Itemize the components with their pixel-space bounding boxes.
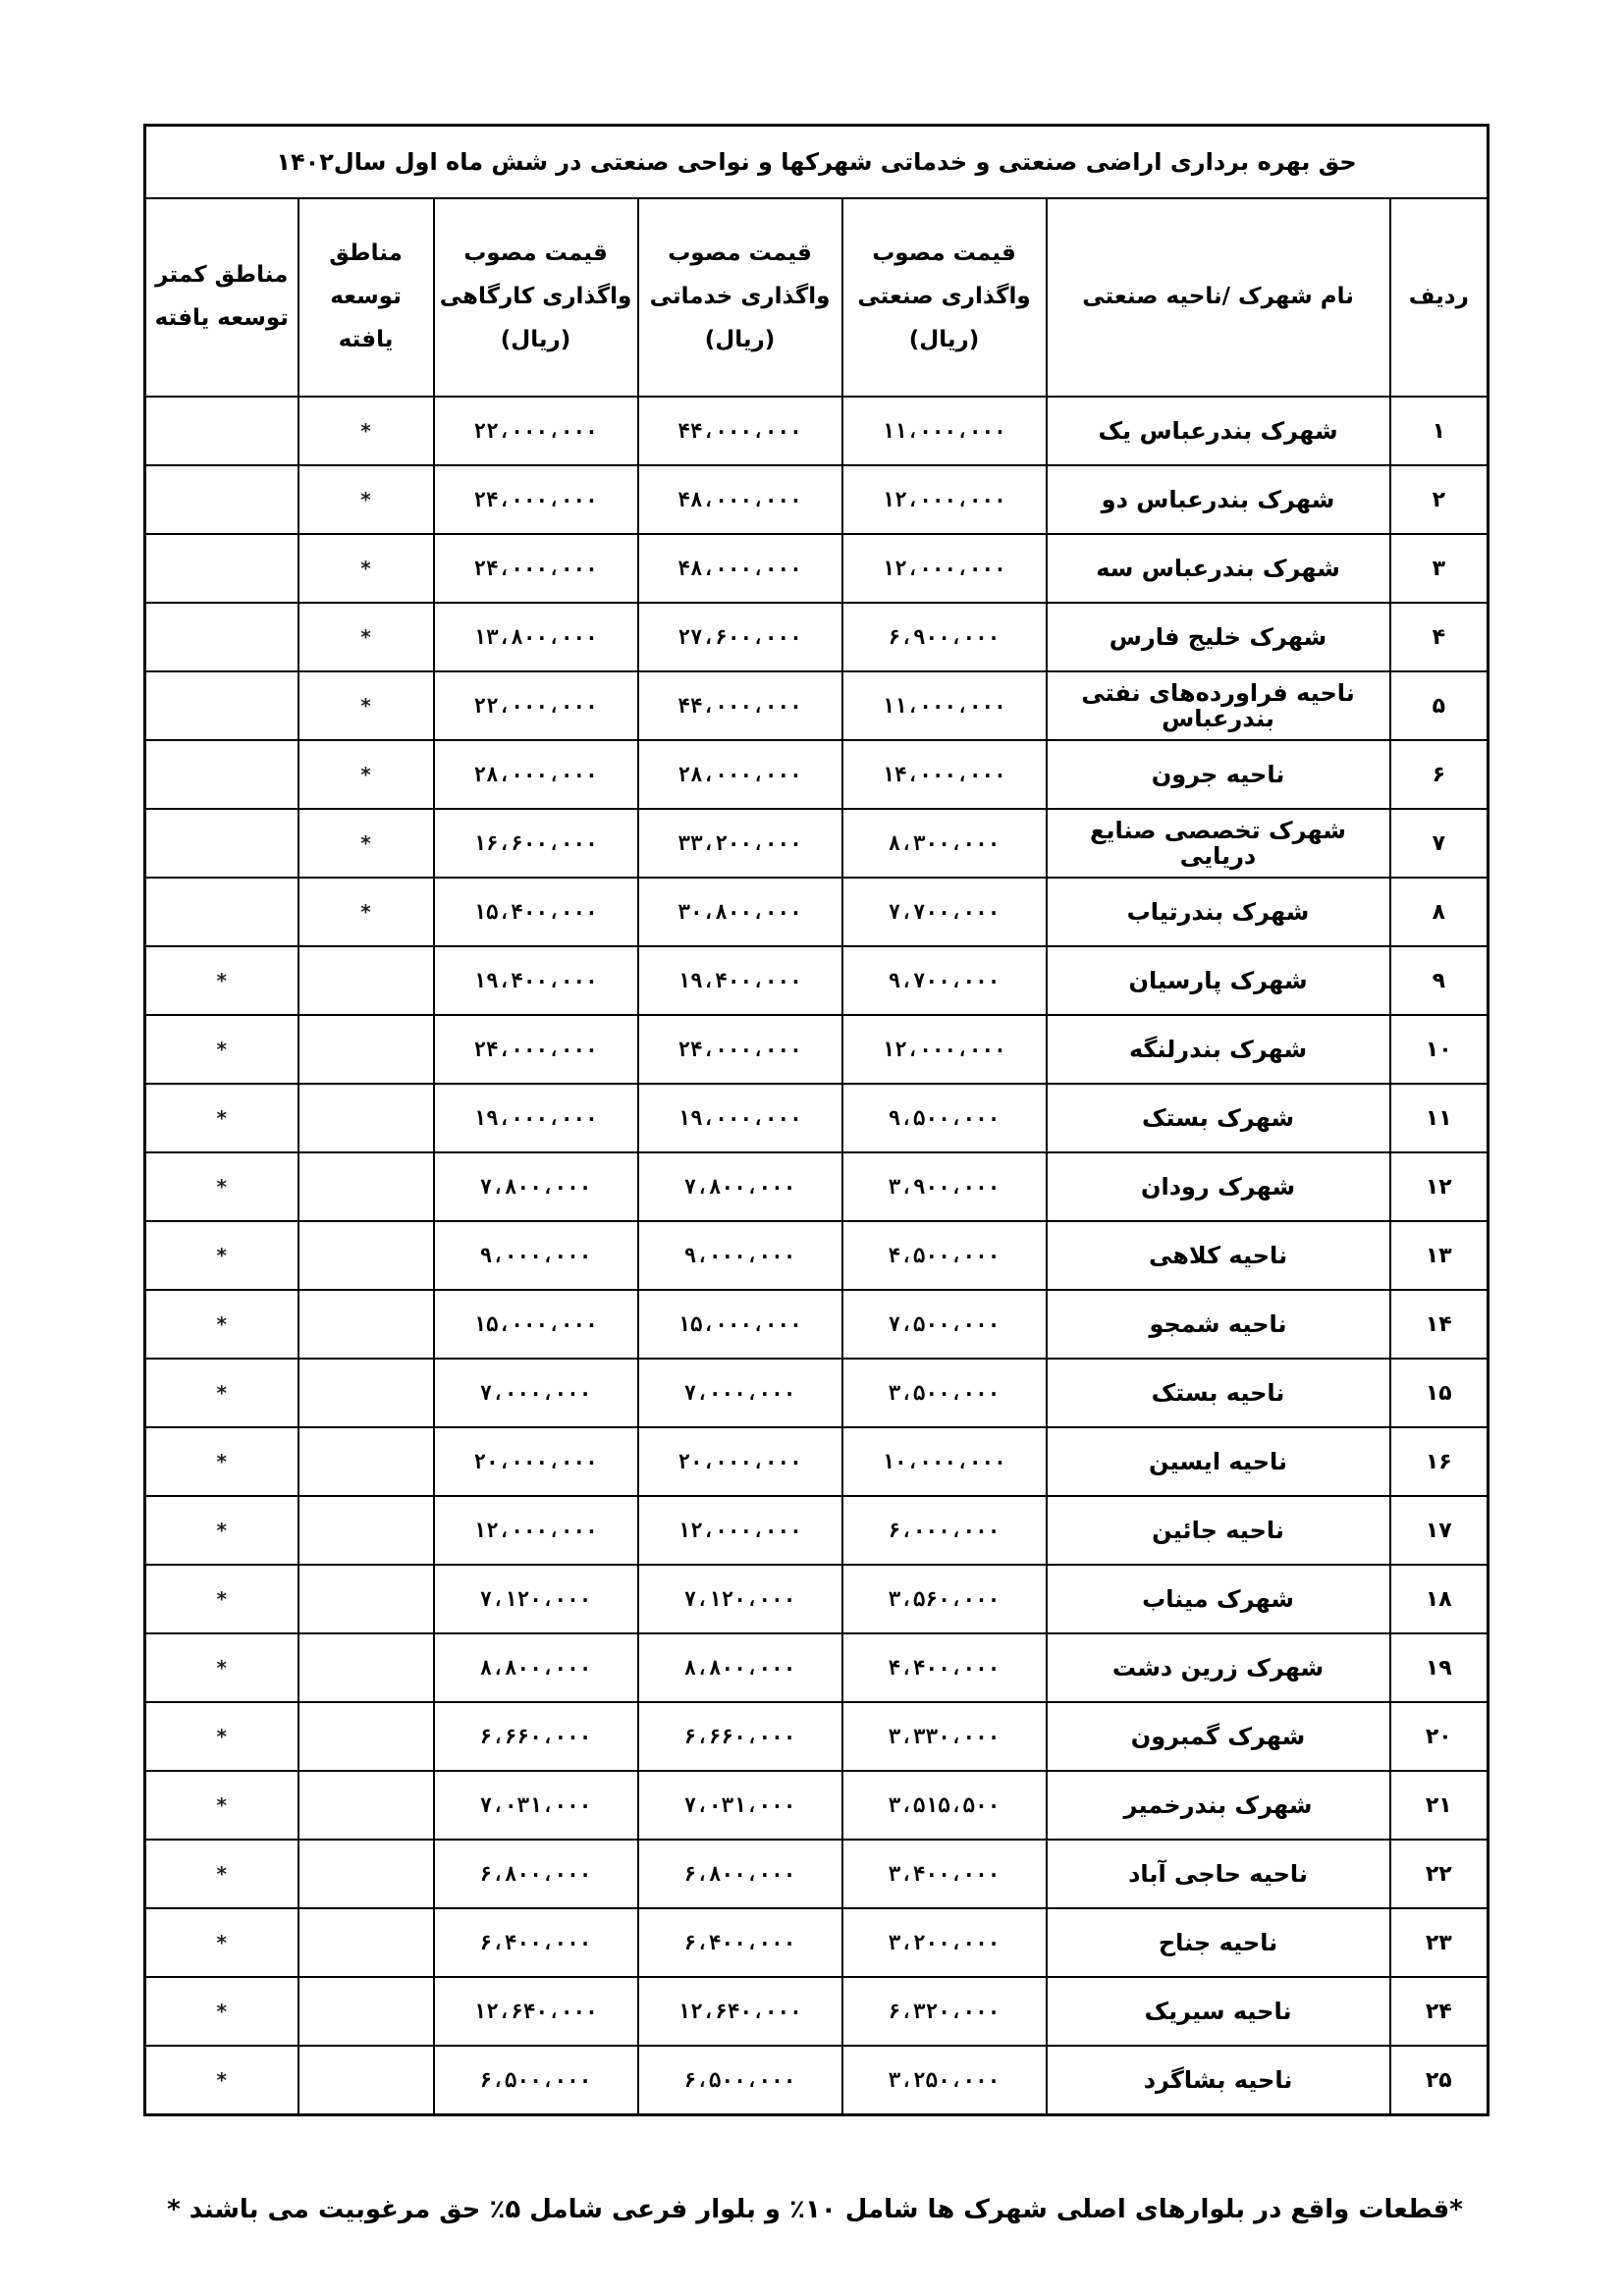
service-price-cell: ۶،۸۰۰،۰۰۰: [638, 1840, 842, 1908]
table-row: [145, 878, 1489, 946]
developed-mark-cell: [298, 946, 434, 1015]
table-row: [145, 1977, 1489, 2046]
table-row: [145, 1840, 1489, 1908]
row-number-cell: ۱۷: [1390, 1496, 1489, 1565]
header-service-line-3: (ریال): [704, 326, 776, 352]
header-row-number: ردیف: [1390, 198, 1489, 397]
less-developed-mark-cell: *: [145, 1633, 298, 1702]
industrial-price-cell: ۳،۵۱۵،۵۰۰: [842, 1771, 1047, 1840]
row-number-cell: ۲۲: [1390, 1840, 1489, 1908]
service-price-cell: ۲۴،۰۰۰،۰۰۰: [638, 1015, 842, 1084]
estate-name-cell: شهرک زرین دشت: [1047, 1633, 1390, 1702]
row-number-cell: ۷: [1390, 809, 1489, 878]
workshop-price-cell: ۲۰،۰۰۰،۰۰۰: [434, 1427, 638, 1496]
workshop-price-cell: ۶،۵۰۰،۰۰۰: [434, 2046, 638, 2115]
header-developed-line-2: توسعه یافته: [330, 284, 402, 352]
header-developed-line-1: مناطق: [329, 240, 403, 267]
row-number-cell: ۸: [1390, 878, 1489, 946]
industrial-price-cell: ۳،۲۰۰،۰۰۰: [842, 1908, 1047, 1977]
workshop-price-cell: ۲۲،۰۰۰،۰۰۰: [434, 397, 638, 465]
workshop-price-cell: ۱۲،۶۴۰،۰۰۰: [434, 1977, 638, 2046]
estate-name-cell: شهرک بندرلنگه: [1047, 1015, 1390, 1084]
industrial-price-cell: ۳،۵۰۰،۰۰۰: [842, 1359, 1047, 1427]
row-number-cell: ۲۵: [1390, 2046, 1489, 2115]
less-developed-mark-cell: *: [145, 1977, 298, 2046]
industrial-price-cell: ۶،۰۰۰،۰۰۰: [842, 1496, 1047, 1565]
table-row: [145, 1290, 1489, 1359]
estate-name-cell: ناحیه شمجو: [1047, 1290, 1390, 1359]
less-developed-mark-cell: *: [145, 1565, 298, 1633]
developed-mark-cell: [298, 1015, 434, 1084]
workshop-price-cell: ۱۶،۶۰۰،۰۰۰: [434, 809, 638, 878]
industrial-price-cell: ۱۰،۰۰۰،۰۰۰: [842, 1427, 1047, 1496]
service-price-cell: ۱۵،۰۰۰،۰۰۰: [638, 1290, 842, 1359]
developed-mark-cell: [298, 1221, 434, 1290]
estate-name-cell: شهرک بندرعباس دو: [1047, 465, 1390, 534]
header-workshop-price: [434, 198, 638, 397]
table-body: [145, 397, 1489, 2115]
header-service-line-2: واگذاری خدماتی: [649, 284, 831, 310]
developed-mark-cell: [298, 1359, 434, 1427]
estate-name-cell: ناحیه فراورده‌های نفتی بندرعباس: [1047, 671, 1390, 740]
workshop-price-cell: ۶،۸۰۰،۰۰۰: [434, 1840, 638, 1908]
less-developed-mark-cell: *: [145, 1908, 298, 1977]
less-developed-mark-cell: [145, 465, 298, 534]
service-price-cell: ۱۹،۰۰۰،۰۰۰: [638, 1084, 842, 1152]
service-price-cell: ۶،۵۰۰،۰۰۰: [638, 2046, 842, 2115]
table-row: [145, 1908, 1489, 1977]
service-price-cell: ۸،۸۰۰،۰۰۰: [638, 1633, 842, 1702]
workshop-price-cell: ۷،۸۰۰،۰۰۰: [434, 1152, 638, 1221]
table-row: [145, 1015, 1489, 1084]
industrial-price-cell: ۳،۳۳۰،۰۰۰: [842, 1702, 1047, 1771]
developed-mark-cell: *: [298, 465, 434, 534]
less-developed-mark-cell: [145, 671, 298, 740]
industrial-price-cell: ۴،۵۰۰،۰۰۰: [842, 1221, 1047, 1290]
header-less-developed-line-2: توسعه یافته: [154, 305, 289, 331]
less-developed-mark-cell: [145, 534, 298, 603]
less-developed-mark-cell: *: [145, 1221, 298, 1290]
header-workshop-line-2: واگذاری کارگاهی: [439, 284, 632, 310]
row-number-cell: ۲۳: [1390, 1908, 1489, 1977]
industrial-price-cell: ۴،۴۰۰،۰۰۰: [842, 1633, 1047, 1702]
table-row: [145, 809, 1489, 878]
developed-mark-cell: [298, 1496, 434, 1565]
header-less-developed-zones: [145, 198, 298, 397]
developed-mark-cell: *: [298, 671, 434, 740]
table-row: [145, 465, 1489, 534]
estate-name-cell: شهرک میناب: [1047, 1565, 1390, 1633]
service-price-cell: ۲۸،۰۰۰،۰۰۰: [638, 740, 842, 809]
row-number-cell: ۱۴: [1390, 1290, 1489, 1359]
service-price-cell: ۱۲،۶۴۰،۰۰۰: [638, 1977, 842, 2046]
table-row: [145, 1152, 1489, 1221]
row-number-cell: ۴: [1390, 603, 1489, 671]
table-title: حق بهره برداری اراضی صنعتی و خدماتی شهرکها و نواحی صنعتی در شش ماه اول سال۱۴۰۲: [145, 126, 1489, 199]
workshop-price-cell: ۱۵،۴۰۰،۰۰۰: [434, 878, 638, 946]
developed-mark-cell: *: [298, 603, 434, 671]
table-row: [145, 1633, 1489, 1702]
industrial-price-cell: ۶،۳۲۰،۰۰۰: [842, 1977, 1047, 2046]
less-developed-mark-cell: *: [145, 1427, 298, 1496]
estate-name-cell: شهرک بندرعباس یک: [1047, 397, 1390, 465]
service-price-cell: ۷،۰۳۱،۰۰۰: [638, 1771, 842, 1840]
less-developed-mark-cell: *: [145, 1496, 298, 1565]
footnote: *قطعات واقع در بلوارهای اصلی شهرک ها شامل ۱۰٪ و بلوار فرعی شامل ۵٪ حق مرغوبیت می باشند *: [167, 2195, 1463, 2224]
developed-mark-cell: [298, 1633, 434, 1702]
row-number-cell: ۱۳: [1390, 1221, 1489, 1290]
workshop-price-cell: ۶،۶۶۰،۰۰۰: [434, 1702, 638, 1771]
less-developed-mark-cell: *: [145, 1015, 298, 1084]
workshop-price-cell: ۲۴،۰۰۰،۰۰۰: [434, 1015, 638, 1084]
row-number-cell: ۲۱: [1390, 1771, 1489, 1840]
table-row: [145, 1427, 1489, 1496]
header-industrial-line-1: قیمت مصوب: [872, 240, 1016, 267]
industrial-price-cell: ۳،۴۰۰،۰۰۰: [842, 1840, 1047, 1908]
estate-name-cell: شهرک بندرعباس سه: [1047, 534, 1390, 603]
workshop-price-cell: ۲۴،۰۰۰،۰۰۰: [434, 534, 638, 603]
service-price-cell: ۴۴،۰۰۰،۰۰۰: [638, 397, 842, 465]
workshop-price-cell: ۱۹،۰۰۰،۰۰۰: [434, 1084, 638, 1152]
estate-name-cell: شهرک بندرتیاب: [1047, 878, 1390, 946]
estate-name-cell: ناحیه جرون: [1047, 740, 1390, 809]
workshop-price-cell: ۲۲،۰۰۰،۰۰۰: [434, 671, 638, 740]
estate-name-cell: شهرک بستک: [1047, 1084, 1390, 1152]
industrial-price-cell: ۳،۹۰۰،۰۰۰: [842, 1152, 1047, 1221]
industrial-price-cell: ۷،۷۰۰،۰۰۰: [842, 878, 1047, 946]
industrial-price-cell: ۳،۵۶۰،۰۰۰: [842, 1565, 1047, 1633]
developed-mark-cell: [298, 2046, 434, 2115]
price-table: [143, 124, 1489, 2116]
estate-name-cell: ناحیه جائین: [1047, 1496, 1390, 1565]
table-row: [145, 1496, 1489, 1565]
service-price-cell: ۷،۰۰۰،۰۰۰: [638, 1359, 842, 1427]
service-price-cell: ۷،۱۲۰،۰۰۰: [638, 1565, 842, 1633]
header-less-developed-line-1: مناطق کمتر: [155, 262, 289, 289]
less-developed-mark-cell: [145, 878, 298, 946]
workshop-price-cell: ۷،۰۳۱،۰۰۰: [434, 1771, 638, 1840]
row-number-cell: ۲۰: [1390, 1702, 1489, 1771]
industrial-price-cell: ۱۲،۰۰۰،۰۰۰: [842, 1015, 1047, 1084]
workshop-price-cell: ۱۹،۴۰۰،۰۰۰: [434, 946, 638, 1015]
estate-name-cell: شهرک گمبرون: [1047, 1702, 1390, 1771]
workshop-price-cell: ۷،۰۰۰،۰۰۰: [434, 1359, 638, 1427]
header-workshop-line-3: (ریال): [500, 326, 571, 352]
table-row: [145, 534, 1489, 603]
row-number-cell: ۲۴: [1390, 1977, 1489, 2046]
estate-name-cell: ناحیه ایسین: [1047, 1427, 1390, 1496]
header-service-price: [638, 198, 842, 397]
workshop-price-cell: ۹،۰۰۰،۰۰۰: [434, 1221, 638, 1290]
industrial-price-cell: ۱۴،۰۰۰،۰۰۰: [842, 740, 1047, 809]
row-number-cell: ۱۰: [1390, 1015, 1489, 1084]
developed-mark-cell: [298, 1290, 434, 1359]
estate-name-cell: شهرک خلیج فارس: [1047, 603, 1390, 671]
workshop-price-cell: ۷،۱۲۰،۰۰۰: [434, 1565, 638, 1633]
row-number-cell: ۱۱: [1390, 1084, 1489, 1152]
row-number-cell: ۱۲: [1390, 1152, 1489, 1221]
header-service-line-1: قیمت مصوب: [668, 240, 812, 267]
estate-name-cell: ناحیه بشاگرد: [1047, 2046, 1390, 2115]
industrial-price-cell: ۷،۵۰۰،۰۰۰: [842, 1290, 1047, 1359]
developed-mark-cell: [298, 1427, 434, 1496]
industrial-price-cell: ۹،۵۰۰،۰۰۰: [842, 1084, 1047, 1152]
service-price-cell: ۲۷،۶۰۰،۰۰۰: [638, 603, 842, 671]
less-developed-mark-cell: *: [145, 1084, 298, 1152]
service-price-cell: ۱۹،۴۰۰،۰۰۰: [638, 946, 842, 1015]
less-developed-mark-cell: *: [145, 1152, 298, 1221]
row-number-cell: ۹: [1390, 946, 1489, 1015]
row-number-cell: ۱: [1390, 397, 1489, 465]
service-price-cell: ۴۸،۰۰۰،۰۰۰: [638, 534, 842, 603]
less-developed-mark-cell: [145, 397, 298, 465]
header-industrial-price: [842, 198, 1047, 397]
less-developed-mark-cell: *: [145, 1840, 298, 1908]
row-number-cell: ۱۶: [1390, 1427, 1489, 1496]
developed-mark-cell: *: [298, 878, 434, 946]
service-price-cell: ۹،۰۰۰،۰۰۰: [638, 1221, 842, 1290]
developed-mark-cell: [298, 1565, 434, 1633]
service-price-cell: ۴۴،۰۰۰،۰۰۰: [638, 671, 842, 740]
estate-name-cell: شهرک تخصصی صنایع دریایی: [1047, 809, 1390, 878]
less-developed-mark-cell: [145, 809, 298, 878]
table-row: [145, 740, 1489, 809]
workshop-price-cell: ۱۲،۰۰۰،۰۰۰: [434, 1496, 638, 1565]
service-price-cell: ۲۰،۰۰۰،۰۰۰: [638, 1427, 842, 1496]
less-developed-mark-cell: *: [145, 1702, 298, 1771]
service-price-cell: ۳۰،۸۰۰،۰۰۰: [638, 878, 842, 946]
developed-mark-cell: [298, 1084, 434, 1152]
estate-name-cell: ناحیه حاجی آباد: [1047, 1840, 1390, 1908]
estate-name-cell: شهرک رودان: [1047, 1152, 1390, 1221]
table-row: [145, 1771, 1489, 1840]
estate-name-cell: ناحیه سیریک: [1047, 1977, 1390, 2046]
industrial-price-cell: ۳،۲۵۰،۰۰۰: [842, 2046, 1047, 2115]
service-price-cell: ۶،۴۰۰،۰۰۰: [638, 1908, 842, 1977]
developed-mark-cell: *: [298, 809, 434, 878]
workshop-price-cell: ۱۳،۸۰۰،۰۰۰: [434, 603, 638, 671]
row-number-cell: ۱۹: [1390, 1633, 1489, 1702]
developed-mark-cell: *: [298, 397, 434, 465]
workshop-price-cell: ۱۵،۰۰۰،۰۰۰: [434, 1290, 638, 1359]
table-row: [145, 671, 1489, 740]
service-price-cell: ۳۳،۲۰۰،۰۰۰: [638, 809, 842, 878]
industrial-price-cell: ۱۱،۰۰۰،۰۰۰: [842, 397, 1047, 465]
industrial-price-cell: ۱۱،۰۰۰،۰۰۰: [842, 671, 1047, 740]
service-price-cell: ۶،۶۶۰،۰۰۰: [638, 1702, 842, 1771]
estate-name-cell: ناحیه کلاهی: [1047, 1221, 1390, 1290]
row-number-cell: ۱۵: [1390, 1359, 1489, 1427]
service-price-cell: ۴۸،۰۰۰،۰۰۰: [638, 465, 842, 534]
less-developed-mark-cell: *: [145, 2046, 298, 2115]
table-row: [145, 397, 1489, 465]
developed-mark-cell: [298, 1771, 434, 1840]
service-price-cell: ۱۲،۰۰۰،۰۰۰: [638, 1496, 842, 1565]
developed-mark-cell: [298, 1702, 434, 1771]
header-industrial-line-2: واگذاری صنعتی: [857, 284, 1031, 310]
row-number-cell: ۶: [1390, 740, 1489, 809]
developed-mark-cell: *: [298, 534, 434, 603]
estate-name-cell: ناحیه جناح: [1047, 1908, 1390, 1977]
row-number-cell: ۳: [1390, 534, 1489, 603]
header-developed-zones: [298, 198, 434, 397]
less-developed-mark-cell: [145, 740, 298, 809]
table-row: [145, 946, 1489, 1015]
less-developed-mark-cell: *: [145, 946, 298, 1015]
workshop-price-cell: ۲۴،۰۰۰،۰۰۰: [434, 465, 638, 534]
less-developed-mark-cell: [145, 603, 298, 671]
industrial-price-cell: ۱۲،۰۰۰،۰۰۰: [842, 465, 1047, 534]
developed-mark-cell: [298, 1977, 434, 2046]
table-row: [145, 1221, 1489, 1290]
workshop-price-cell: ۶،۴۰۰،۰۰۰: [434, 1908, 638, 1977]
row-number-cell: ۵: [1390, 671, 1489, 740]
table-row: [145, 603, 1489, 671]
developed-mark-cell: *: [298, 740, 434, 809]
table-row: [145, 1702, 1489, 1771]
less-developed-mark-cell: *: [145, 1771, 298, 1840]
estate-name-cell: شهرک بندرخمیر: [1047, 1771, 1390, 1840]
industrial-price-cell: ۸،۳۰۰،۰۰۰: [842, 809, 1047, 878]
less-developed-mark-cell: *: [145, 1290, 298, 1359]
header-estate-name: نام شهرک /ناحیه صنعتی: [1047, 198, 1390, 397]
developed-mark-cell: [298, 1908, 434, 1977]
row-number-cell: ۱۸: [1390, 1565, 1489, 1633]
estate-name-cell: شهرک پارسیان: [1047, 946, 1390, 1015]
less-developed-mark-cell: *: [145, 1359, 298, 1427]
service-price-cell: ۷،۸۰۰،۰۰۰: [638, 1152, 842, 1221]
header-industrial-line-3: (ریال): [908, 326, 980, 352]
header-workshop-line-1: قیمت مصوب: [463, 240, 608, 267]
table-row: [145, 2046, 1489, 2115]
industrial-price-cell: ۱۲،۰۰۰،۰۰۰: [842, 534, 1047, 603]
developed-mark-cell: [298, 1152, 434, 1221]
workshop-price-cell: ۲۸،۰۰۰،۰۰۰: [434, 740, 638, 809]
industrial-price-cell: ۶،۹۰۰،۰۰۰: [842, 603, 1047, 671]
table-row: [145, 1565, 1489, 1633]
developed-mark-cell: [298, 1840, 434, 1908]
workshop-price-cell: ۸،۸۰۰،۰۰۰: [434, 1633, 638, 1702]
row-number-cell: ۲: [1390, 465, 1489, 534]
industrial-price-cell: ۹،۷۰۰،۰۰۰: [842, 946, 1047, 1015]
table-row: [145, 1084, 1489, 1152]
estate-name-cell: ناحیه بستک: [1047, 1359, 1390, 1427]
table-row: [145, 1359, 1489, 1427]
